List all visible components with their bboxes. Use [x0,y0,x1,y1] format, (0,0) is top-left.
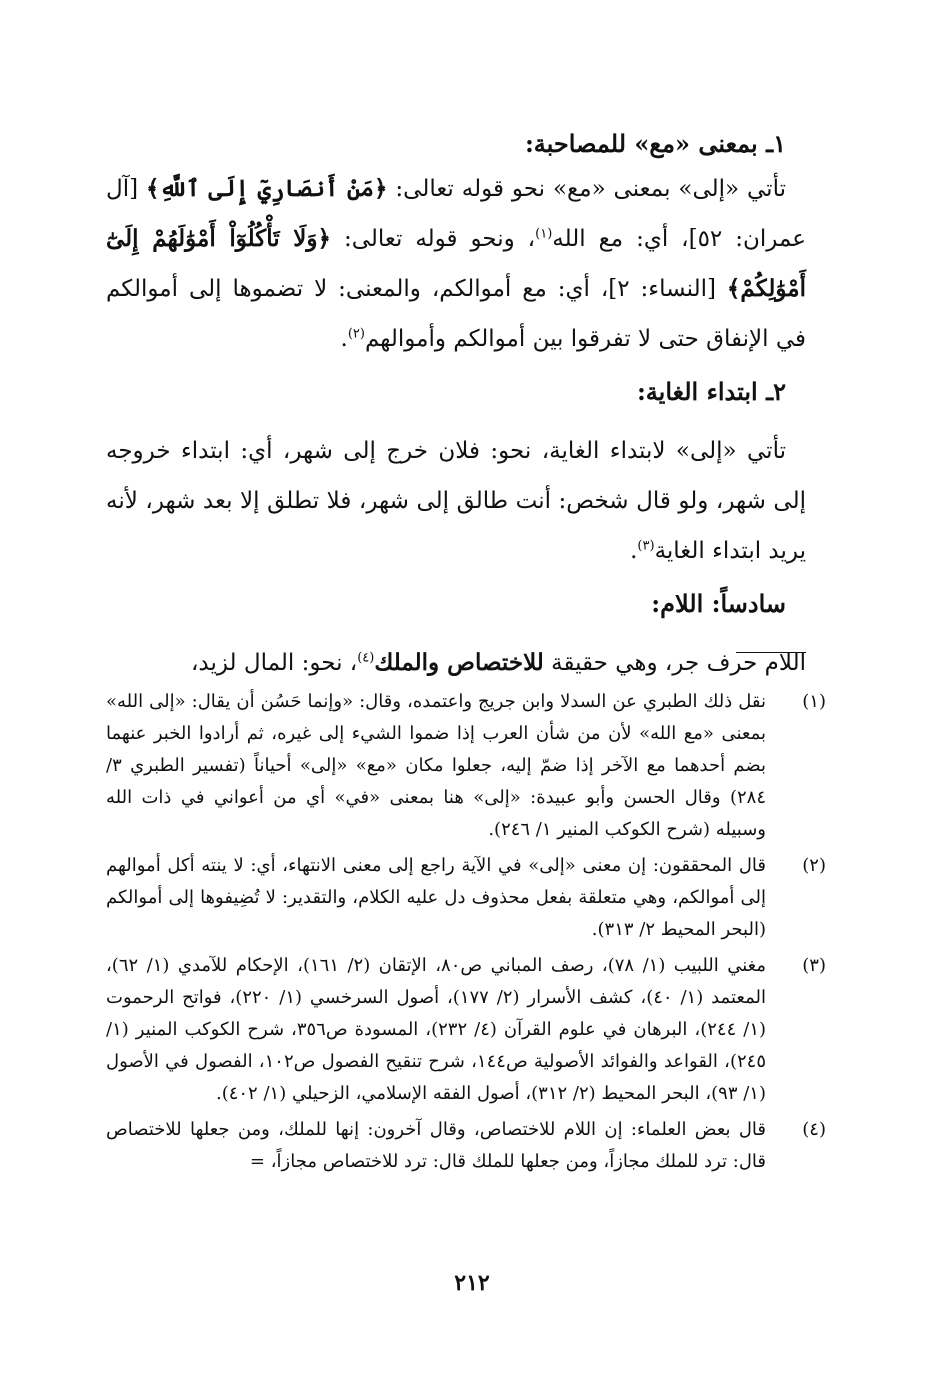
main-text [106,124,806,688]
paragraph-1-text-c: ، ونحو قوله تعالى: [330,226,536,252]
footnote-1 [106,686,826,846]
footnote-number: (٤) [802,1119,826,1140]
footnote-number: (٢) [802,855,826,876]
footnote-number: (١) [802,691,826,712]
footnote-ref-4[interactable]: (٤) [357,650,375,666]
footnote-ref-1[interactable]: (١) [535,226,553,242]
footnote-3 [106,950,826,1110]
footnote-text: قال المحققون: إن معنى «إلى» في الآية راجع إلى معنى الانتهاء، أي: لا ينته أكل أموالهم إلى أموالكم، وهي متعلقة بفعل محذوف دل عليه الكلام، والتقدير: لا تُضِيفوها إلى أموالكم (البحر المحيط ٢/ ٣١٣). [106,855,766,940]
paragraph-2 [106,426,806,576]
footnote-divider [736,652,806,653]
quran-verse-2: ﴿وَلَا تَأْكُلُوٓاْ أَمْوَٰلَهُمْ إِلَىٰٓ أَمْوَٰلِكُمْ﴾ [106,225,806,302]
paragraph-1-text-b: [آل عمران: ٥٢]، أي: مع الله [106,176,806,252]
footnote-ref-3[interactable]: (٣) [637,538,655,554]
section-heading-1: ١ـ بمعنى «مع» للمصاحبة: [524,129,786,158]
footnote-ref-2[interactable]: (٢) [347,326,365,342]
paragraph-1 [106,164,806,364]
paragraph-1-text-d: [النساء: ٢]، أي: مع أموالكم، والمعنى: لا تضموها إلى أموالكم في الإنفاق حتى لا تفرقوا بين أموالكم وأموالهم [106,276,806,352]
page-number: ٢١٢ [454,1270,490,1296]
footnote-4 [106,1114,826,1178]
section-heading-2: ٢ـ ابتداء الغاية: [636,377,786,406]
paragraph-1-text-a: تأتي «إلى» بمعنى «مع» نحو قوله تعالى: [387,176,786,202]
quran-verse-1: ﴿مَنْ أَنصَارِيٓ إِلَى ٱللَّهِ﴾ [146,175,388,202]
footnote-2 [106,850,826,946]
paragraph-2-text-b: . [630,538,638,564]
footnote-text: نقل ذلك الطبري عن السدلا وابن جريج واعتمده، وقال: «وإنما حَسُن أن يقال: «إلى الله» بمعنى «مع الله» لأن من شأن العرب إذا ضموا الشيء إلى غيره، ثم أرادوا الخبر عنهما بضم أحدهما مع الآخر إذا ضمّ إليه، جعلوا مكان «مع» «إلى» أحياناً (تفسير الطبري ٣/ ٢٨٤) وقال الحسن وأبو عبيدة: «إلى» هنا بمعنى «في» أي من أعواني في ذات الله وسبيله (شرح الكوكب المنير ١/ ٢٤٦). [106,691,767,840]
footnote-number: (٣) [802,955,826,976]
footnotes [106,686,826,1182]
section-heading-3: سادساً: اللام: [651,589,786,618]
paragraph-3 [106,638,806,688]
paragraph-2-text-a: تأتي «إلى» لابتداء الغاية، نحو: فلان خرج إلى شهر، أي: ابتداء خروجه إلى شهر، ولو قال شخص: أنت طالق إلى شهر، فلا تطلق إلا بعد شهر، لأنه يريد ابتداء الغاية [106,438,806,564]
paragraph-1-text-e: . [340,326,348,352]
paragraph-3-bold: للاختصاص والملك [374,649,544,676]
paragraph-3-text-b: ، نحو: المال لزيد، [190,650,358,676]
footnote-text: مغني اللبيب (١/ ٧٨)، رصف المباني ص٨٠، الإتقان (٢/ ١٦١)، الإحكام للآمدي (١/ ٦٢)، المعتمد (١/ ٤٠)، كشف الأسرار (٢/ ١٧٧)، أصول السرخسي (١/ ٢٢٠)، فواتح الرحموت (١/ ٢٤٤)، البرهان في علوم القرآن (٤/ ٢٣٢)، المسودة ص٣٥٦، شرح الكوكب المنير (١/ ٢٤٥)، القواعد والفوائد الأصولية ص١٤٤، شرح تنقيح الفصول ص١٠٢، الفصول في الأصول (١/ ٩٣)، البحر المحيط (٢/ ٣١٢)، أصول الفقه الإسلامي، الزحيلي (١/ ٤٠٢). [106,955,767,1104]
footnote-text: قال بعض العلماء: إن اللام للاختصاص، وقال آخرون: إنها للملك، ومن جعلها للاختصاص قال: ترد للملك مجازاً، ومن جعلها للملك قال: ترد للاختصاص مجازاً، = [106,1119,766,1172]
paragraph-3-text-a: اللام حرف جر، وهي حقيقة [543,650,806,676]
